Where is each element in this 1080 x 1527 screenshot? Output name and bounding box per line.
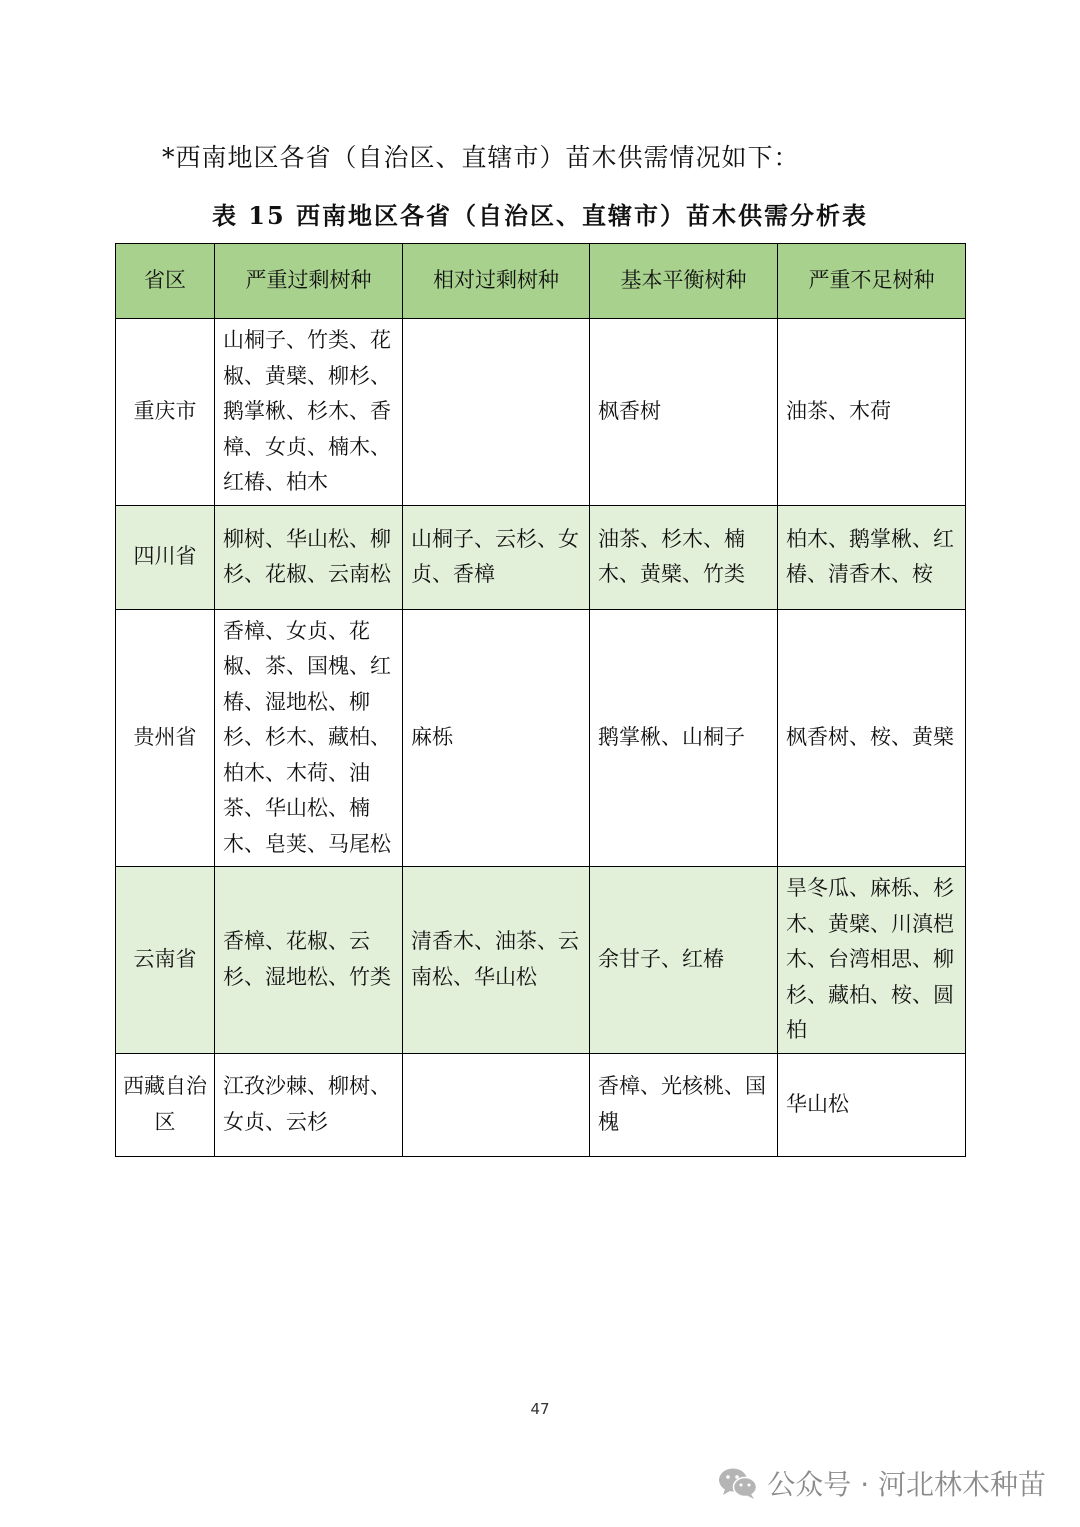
- cell-balanced: 油茶、杉木、楠木、黄檗、竹类: [590, 505, 778, 609]
- cell-balanced: 枫香树: [590, 319, 778, 506]
- table-row: [116, 867, 966, 1054]
- cell-province: 云南省: [116, 867, 215, 1054]
- cell-severe-surplus: 山桐子、竹类、花椒、黄檗、柳杉、鹅掌楸、杉木、香樟、女贞、楠木、红椿、柏木: [215, 319, 403, 506]
- cell-severe-surplus: 柳树、华山松、柳杉、花椒、云南松: [215, 505, 403, 609]
- cell-province: 贵州省: [116, 609, 215, 867]
- header-balanced: 基本平衡树种: [590, 244, 778, 319]
- cell-severe-surplus: 香樟、女贞、花椒、茶、国槐、红椿、湿地松、柳杉、杉木、藏柏、柏木、木荷、油茶、华山松、楠木、皂荚、马尾松: [215, 609, 403, 867]
- table-header-row: [116, 244, 966, 319]
- cell-province: 四川省: [116, 505, 215, 609]
- cell-severe-shortage: 油茶、木荷: [778, 319, 966, 506]
- intro-text: *西南地区各省（自治区、直辖市）苗木供需情况如下：: [162, 143, 800, 172]
- supply-demand-table: [115, 243, 966, 1157]
- cell-severe-shortage: 枫香树、桉、黄檗: [778, 609, 966, 867]
- table-row: [116, 1053, 966, 1156]
- cell-severe-shortage: 旱冬瓜、麻栎、杉木、黄檗、川滇桤木、台湾相思、柳杉、藏柏、桉、圆柏: [778, 867, 966, 1054]
- cell-relative-surplus: 清香木、油茶、云南松、华山松: [403, 867, 590, 1054]
- cell-relative-surplus: 麻栎: [403, 609, 590, 867]
- watermark-text: 公众号 · 河北林木种苗: [767, 1468, 1046, 1501]
- table-row: [116, 319, 966, 506]
- cell-severe-shortage: 柏木、鹅掌楸、红椿、清香木、桉: [778, 505, 966, 609]
- page-number: 47: [530, 1400, 550, 1418]
- header-province: 省区: [116, 244, 215, 319]
- cell-severe-surplus: 江孜沙棘、柳树、女贞、云杉: [215, 1053, 403, 1156]
- table-row: [116, 609, 966, 867]
- cell-relative-surplus: [403, 1053, 590, 1156]
- cell-severe-shortage: 华山松: [778, 1053, 966, 1156]
- header-relative-surplus: 相对过剩树种: [403, 244, 590, 319]
- cell-severe-surplus: 香樟、花椒、云杉、湿地松、竹类: [215, 867, 403, 1054]
- watermark: [717, 1463, 1046, 1503]
- header-severe-surplus: 严重过剩树种: [215, 244, 403, 319]
- table-caption: 表 15 西南地区各省（自治区、直辖市）苗木供需分析表: [211, 201, 869, 230]
- wechat-icon: [717, 1466, 759, 1500]
- cell-balanced: 鹅掌楸、山桐子: [590, 609, 778, 867]
- cell-balanced: 余甘子、红椿: [590, 867, 778, 1054]
- header-severe-shortage: 严重不足树种: [778, 244, 966, 319]
- table-row: [116, 505, 966, 609]
- cell-province: 西藏自治区: [116, 1053, 215, 1156]
- cell-balanced: 香樟、光核桃、国槐: [590, 1053, 778, 1156]
- cell-relative-surplus: [403, 319, 590, 506]
- cell-relative-surplus: 山桐子、云杉、女贞、香樟: [403, 505, 590, 609]
- cell-province: 重庆市: [116, 319, 215, 506]
